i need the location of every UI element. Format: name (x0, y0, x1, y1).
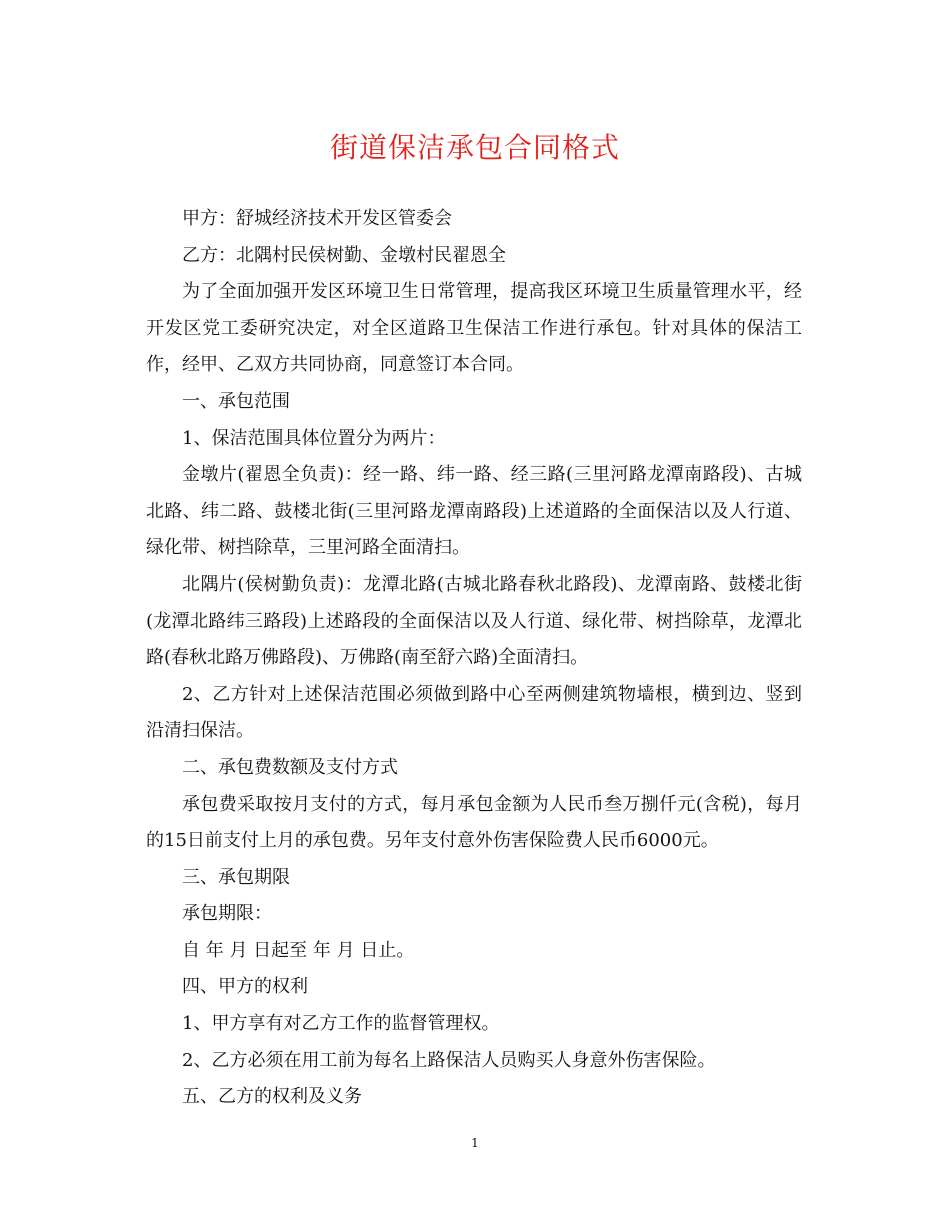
section-heading-party-b-rights: 五、乙方的权利及义务 (182, 1086, 362, 1108)
term-label: 承包期限： (182, 903, 272, 925)
section-heading-scope: 一、承包范围 (182, 390, 290, 412)
document-title: 街道保洁承包合同格式 (329, 131, 620, 164)
term-dates: 自 年 月 日起至 年 月 日止。 (182, 939, 415, 961)
section-heading-payment: 二、承包费数额及支付方式 (182, 756, 398, 778)
party-b-line: 乙方：北隅村民侯树勤、金墩村民翟恩全 (182, 244, 506, 266)
beiyu-area-paragraph: 北隅片(侯树勤负责)：龙潭北路(古城北路春秋北路段)、龙潭南路、鼓楼北街(龙潭北路纬三路段)上述路段的全面保洁以及人行道、绿化带、树挡除草，龙潭北路(春秋北路万佛路段)、万佛路(南至舒六路)全面清扫。 (146, 573, 802, 669)
payment-paragraph: 承包费采取按月支付的方式，每月承包金额为人民币叁万捌仟元(含税)，每月的15日前支付上月的承包费。另年支付意外伤害保险费人民币6000元。 (146, 793, 802, 852)
section-heading-term: 三、承包期限 (182, 866, 290, 888)
party-a-line: 甲方：舒城经济技术开发区管委会 (182, 208, 452, 229)
scope-item-1: 1、保洁范围具体位置分为两片： (182, 427, 446, 449)
jindun-area-paragraph: 金墩片(翟恩全负责)：经一路、纬一路、经三路(三里河路龙潭南路段)、古城北路、纬二路、鼓楼北街(三里河路龙潭南路段)上述道路的全面保洁以及人行道、绿化带、树挡除草，三里河路全面清扫。 (146, 464, 802, 559)
scope-item-2: 2、乙方针对上述保洁范围必须做到路中心至两侧建筑物墙根，横到边、竖到沿清扫保洁。 (146, 683, 802, 742)
page-number: 1 (471, 1136, 479, 1150)
section-heading-party-a-rights: 四、甲方的权利 (182, 976, 308, 998)
document-body (146, 201, 802, 1116)
party-a-right-1: 1、甲方享有对乙方工作的监督管理权。 (182, 1013, 500, 1035)
intro-paragraph: 为了全面加强开发区环境卫生日常管理，提高我区环境卫生质量管理水平，经开发区党工委研究决定，对全区道路卫生保洁工作进行承包。针对具体的保洁工作，经甲、乙双方共同协商，同意签订本合同。 (146, 281, 802, 376)
party-a-right-2: 2、乙方必须在用工前为每名上路保洁人员购买人身意外伤害保险。 (182, 1049, 716, 1071)
